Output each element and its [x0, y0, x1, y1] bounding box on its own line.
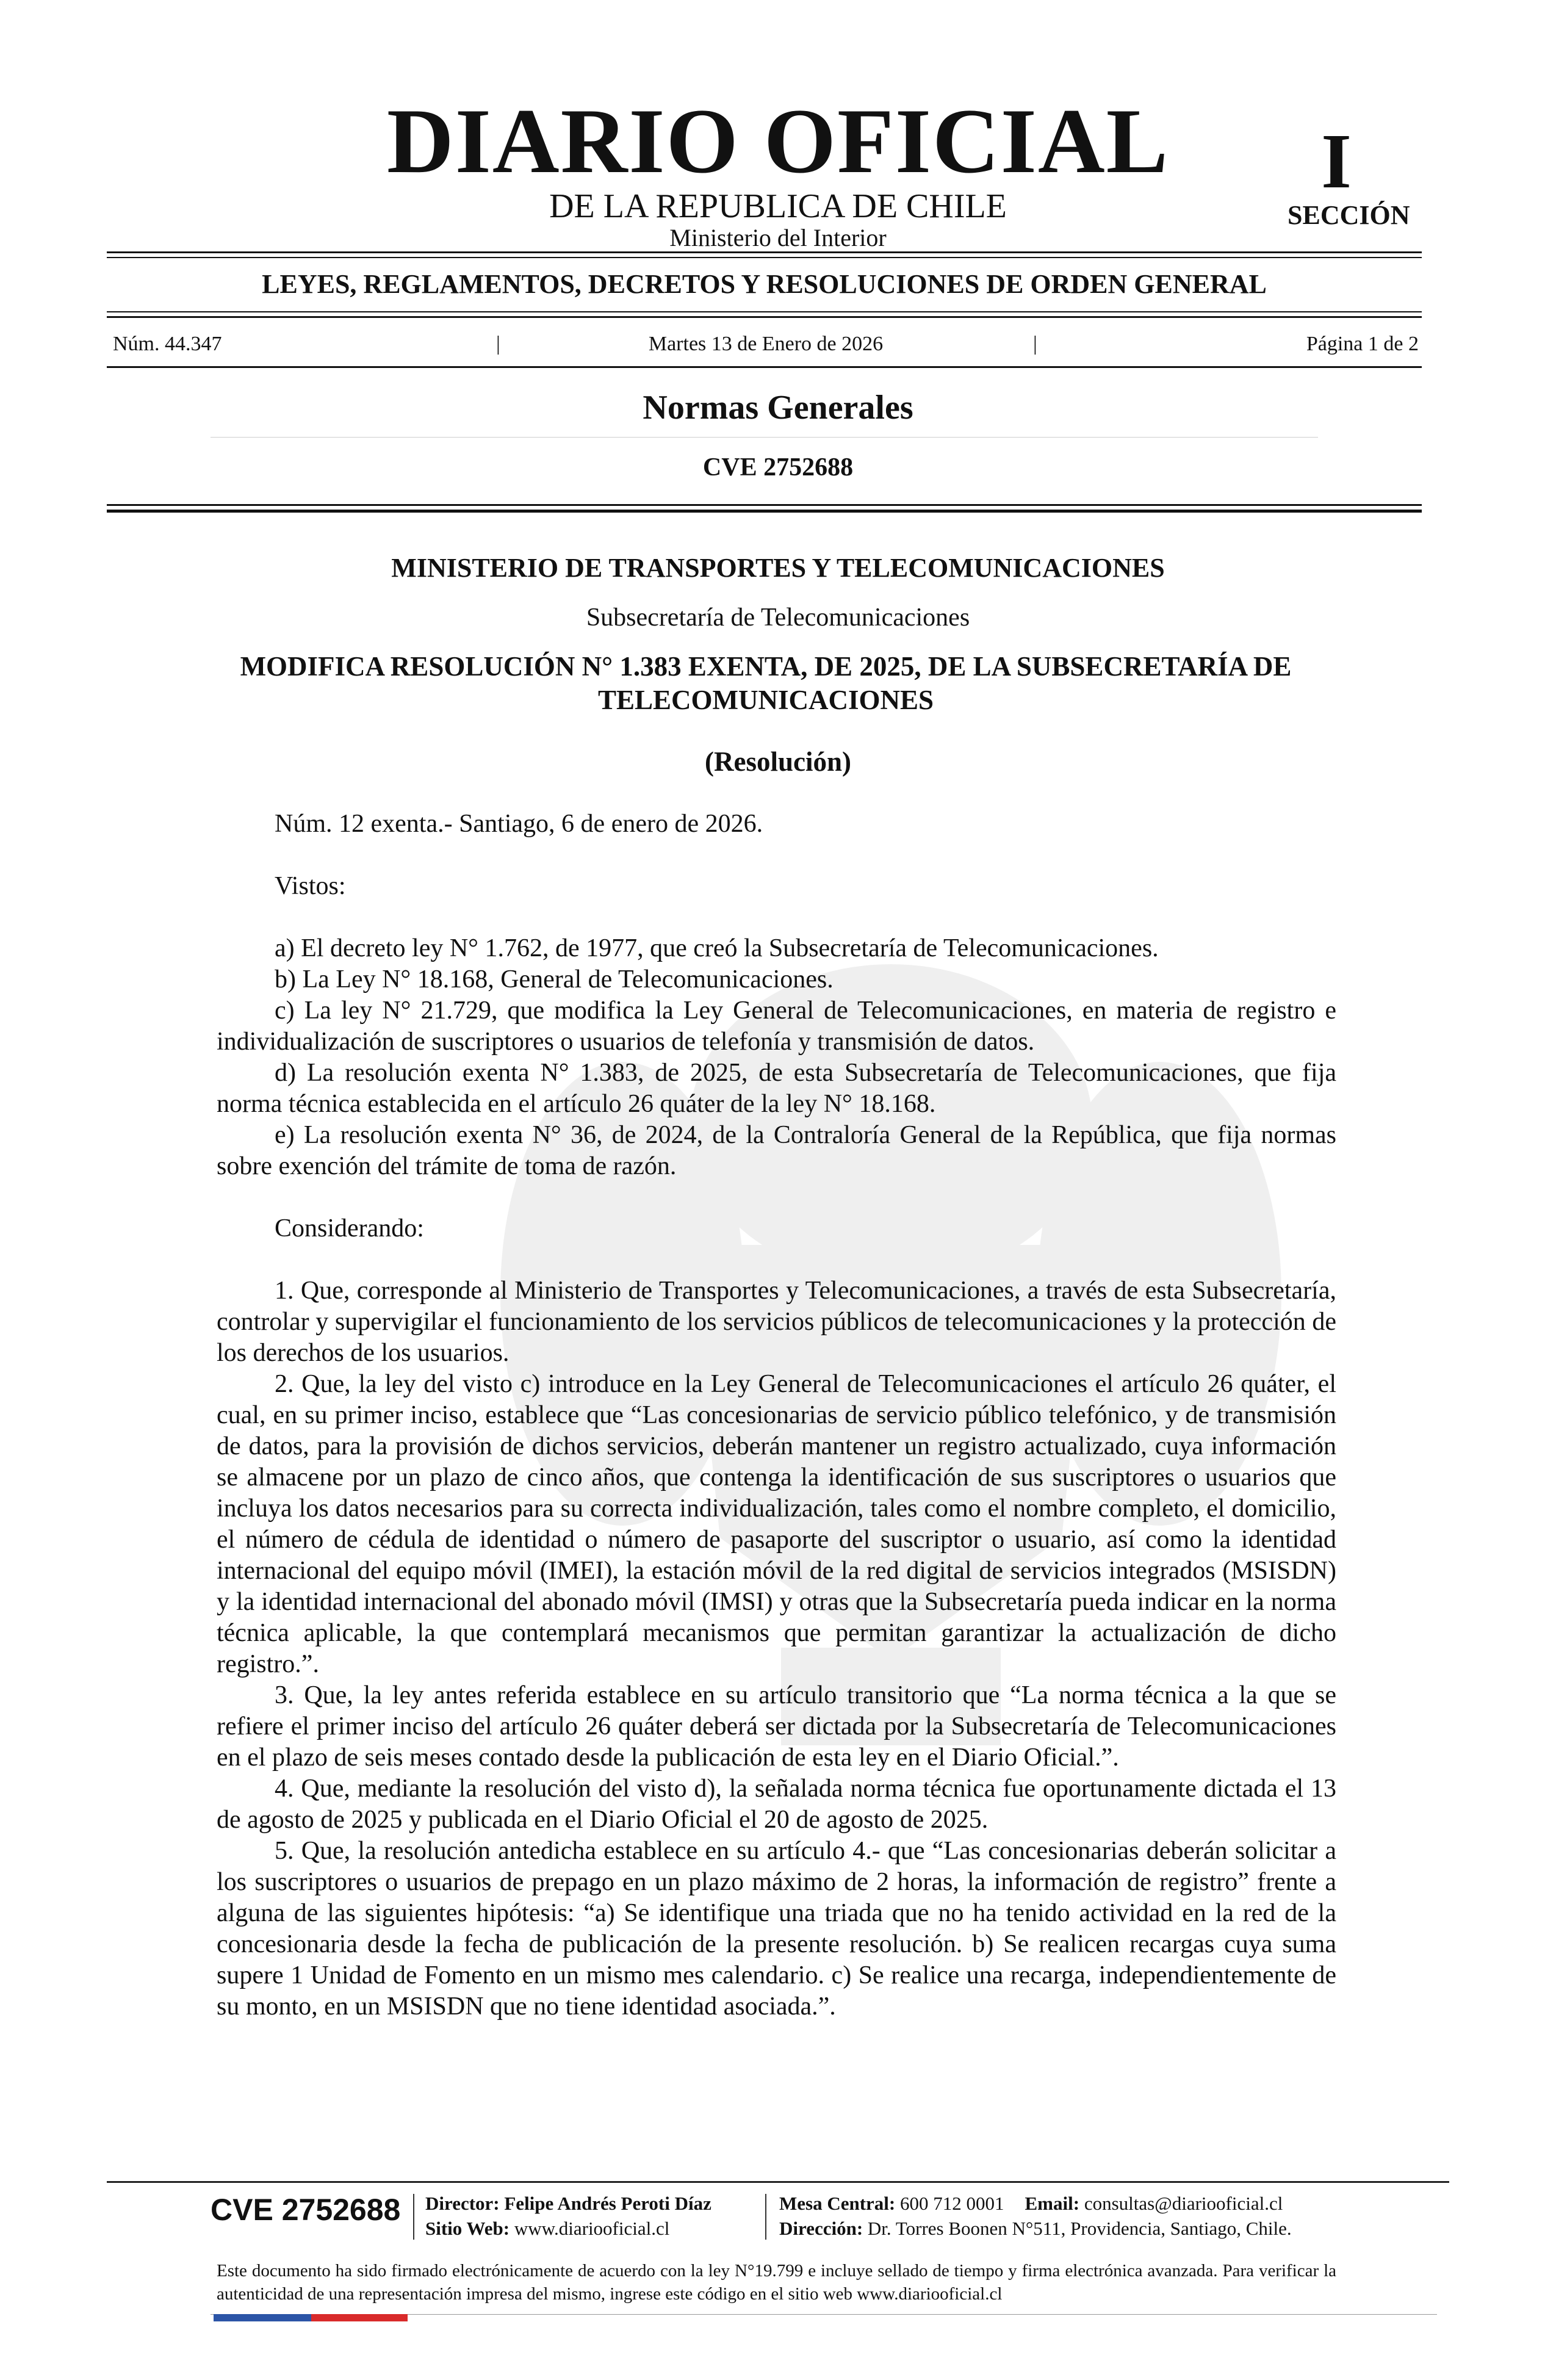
- subsecretaria-heading: Subsecretaría de Telecomunicaciones: [586, 604, 970, 632]
- considerando-item: 2. Que, la ley del visto c) introduce en la Ley General de Telecomunicaciones el artículo 26 quáter, el cual, en su primer inciso, establece que “Las concesionarias de servicio público telefónico, y de transmisión de datos, para la provisión de dichos servicios, deberán mantener un registro actualizado, cuya información se almacene por un plazo de cinco años, que contenga la identificación de sus suscriptores o usuarios que incluya los datos necesarios para su correcta individualización, tales como el nombre completo, el domicilio, el número de cédula de identidad o número de pasaporte del suscriptor o usuario, así como la identidad internacional del equipo móvil (IMEI), la estación móvil de la red digital de servicios integrados (MSISDN) y la identidad internacional del abonado móvil (IMSI) y otras que la Subsecretaría pueda indicar en la norma técnica aplicable, la que contemplará mecanismos que permitan garantizar la actualización de dicho registro.”.: [217, 1370, 1336, 1678]
- cve-rule-2: [107, 510, 1422, 513]
- vistos-item: b) La Ley N° 18.168, General de Telecomunicaciones.: [275, 965, 834, 993]
- footer-rule: [107, 2181, 1449, 2183]
- phone-label: Mesa Central:: [779, 2193, 896, 2214]
- cve-code: CVE 2752688: [702, 453, 854, 481]
- website-link[interactable]: www.diariooficial.cl: [514, 2218, 670, 2239]
- page-indicator: Página 1 de 2: [1306, 333, 1419, 355]
- address-text: Dr. Torres Boonen N°511, Providencia, Santiago, Chile.: [867, 2218, 1292, 2239]
- footer-signature-note: Este documento ha sido firmado electrónicamente de acuerdo con la ley N°19.799 e incluye sellado de tiempo y firma electrónica avanzada. Para verificar la autenticidad de una representación impresa del mismo, ingrese este código en el sitio web www.diariooficial.cl: [217, 2261, 1336, 2304]
- newspaper-subtitle: DE LA REPUBLICA DE CHILE: [549, 187, 1007, 225]
- document-type: (Resolución): [705, 746, 851, 777]
- newspaper-title: DIARIO OFICIAL: [386, 90, 1170, 192]
- director-label: Director:: [425, 2193, 500, 2214]
- vistos-heading: Vistos:: [275, 872, 346, 900]
- resolution-number-date: Núm. 12 exenta.- Santiago, 6 de enero de 2026.: [275, 810, 763, 838]
- footer-separator: [413, 2194, 414, 2240]
- footer-contact-block: [779, 2191, 1292, 2241]
- newspaper-ministry: Ministerio del Interior: [669, 223, 887, 251]
- flag-stripe-blue: [214, 2314, 311, 2321]
- section-label: SECCIÓN: [1288, 200, 1410, 230]
- document-body: [217, 809, 1336, 2022]
- flag-stripe-red: [311, 2314, 408, 2321]
- footer-director-block: [425, 2191, 711, 2241]
- masthead-rule-1: [107, 251, 1422, 253]
- considerando-item: 3. Que, la ley antes referida establece en su artículo transitorio que “La norma técnica a la que se refiere el primer inciso del artículo 26 quáter deberá ser dictada por la Subsecretaría de Telecomunicaciones en el plazo de seis meses contado desde la publicación de esta ley en el Diario Oficial.”.: [217, 1681, 1336, 1772]
- considerando-item: 1. Que, corresponde al Ministerio de Transportes y Telecomunicaciones, a través de esta Subsecretaría, controlar y supervigilar el funcionamiento de los servicios públicos de telecomunicaciones y la protección de los derechos de los usuarios.: [217, 1277, 1336, 1367]
- meta-separator: |: [496, 333, 500, 355]
- ministry-heading: MINISTERIO DE TRANSPORTES Y TELECOMUNICACIONES: [391, 553, 1165, 583]
- footer-separator: [765, 2194, 766, 2240]
- address-label: Dirección:: [779, 2218, 863, 2239]
- banner-rule-2: [107, 316, 1422, 318]
- cve-rule-1: [107, 504, 1422, 506]
- website-label: Sitio Web:: [425, 2218, 510, 2239]
- meta-rule: [107, 366, 1422, 368]
- section-heading: Normas Generales: [643, 389, 913, 427]
- document-title: MODIFICA RESOLUCIÓN N° 1.383 EXENTA, DE 2025, DE LA SUBSECRETARÍA DE TELECOMUNICACIONES: [240, 651, 1292, 715]
- director-name: Felipe Andrés Peroti Díaz: [504, 2193, 711, 2214]
- vistos-item: a) El decreto ley N° 1.762, de 1977, que creó la Subsecretaría de Telecomunicaciones.: [275, 934, 1159, 962]
- considerando-item: 4. Que, mediante la resolución del visto d), la señalada norma técnica fue oportunamente dictada el 13 de agosto de 2025 y publicada en el Diario Oficial el 20 de agosto de 2025.: [217, 1775, 1336, 1834]
- phone-number: 600 712 0001: [900, 2193, 1004, 2214]
- banner-rule-1: [107, 311, 1422, 312]
- section-banner: LEYES, REGLAMENTOS, DECRETOS Y RESOLUCIONES DE ORDEN GENERAL: [262, 269, 1267, 299]
- vistos-item: e) La resolución exenta N° 36, de 2024, de la Contraloría General de la República, que fija normas sobre exención del trámite de toma de razón.: [217, 1121, 1336, 1180]
- email-link[interactable]: consultas@diariooficial.cl: [1084, 2193, 1283, 2214]
- vistos-item: c) La ley N° 21.729, que modifica la Ley General de Telecomunicaciones, en materia de registro e individualización de suscriptores o usuarios de telefonía y transmisión de datos.: [217, 997, 1336, 1056]
- issue-date: Martes 13 de Enero de 2026: [648, 333, 884, 355]
- considerando-heading: Considerando:: [275, 1214, 424, 1242]
- masthead-rule-2: [107, 257, 1422, 258]
- considerando-item: 5. Que, la resolución antedicha establece en su artículo 4.- que “Las concesionarias deberán solicitar a los suscriptores o usuarios de prepago en un plazo máximo de 2 horas, la información de registro” frente a alguna de las siguientes hipótesis: “a) Se identifique una triada que no ha tenido actividad en la red de la concesionaria desde la fecha de publicación de la presente resolución. b) Se realicen recargas cuya suma supere 1 Unidad de Fomento en un mismo mes calendario. c) Se realice una recarga, independientemente de su monto, en un MSISDN que no tiene identidad asociada.”.: [217, 1837, 1336, 2021]
- email-label: Email:: [1025, 2193, 1080, 2214]
- footer-cve-code: CVE 2752688: [211, 2193, 401, 2227]
- section-number: I: [1321, 118, 1352, 204]
- issue-number: Núm. 44.347: [113, 333, 222, 355]
- vistos-item: d) La resolución exenta N° 1.383, de 2025, de esta Subsecretaría de Telecomunicaciones, que fija norma técnica establecida en el artículo 26 quáter de la ley N° 18.168.: [217, 1059, 1336, 1118]
- meta-separator: |: [1033, 333, 1037, 355]
- heading-thin-rule: [211, 437, 1318, 438]
